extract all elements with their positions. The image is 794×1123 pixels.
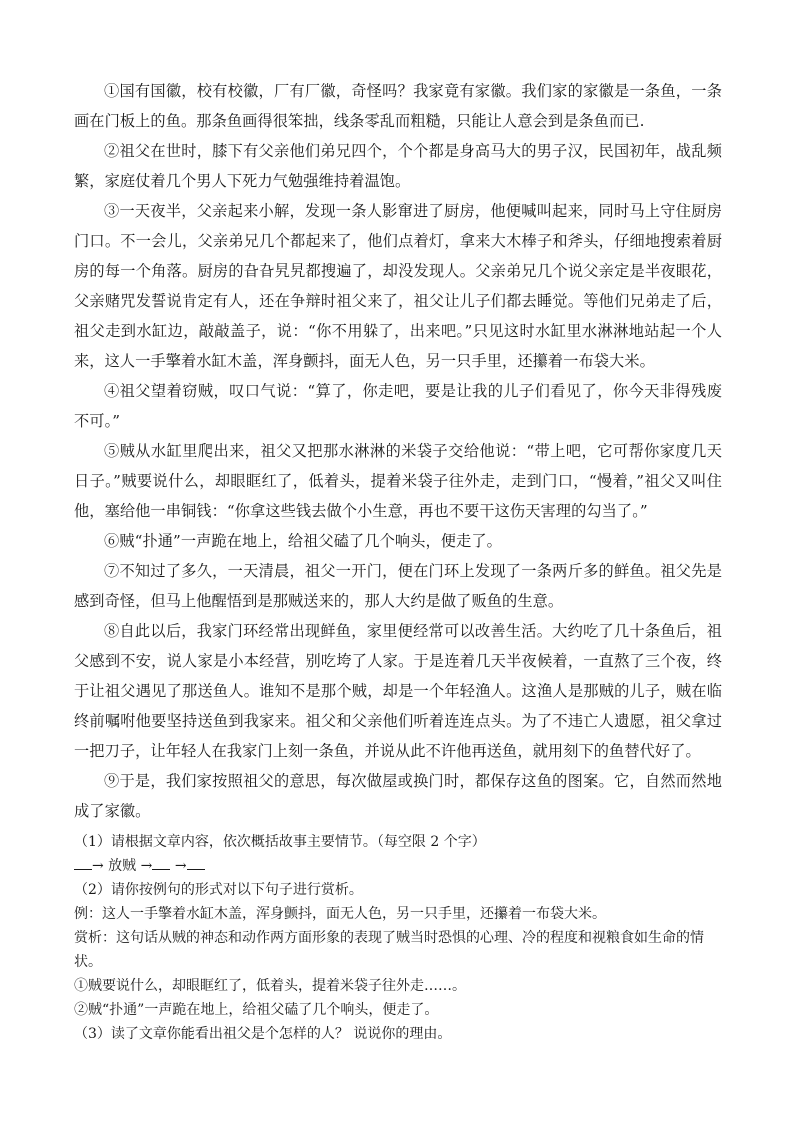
question-2-item-2: ②贼“扑通”一声跪在地上，给祖父磕了几个响头，便走了。 — [74, 1002, 439, 1018]
question-1-prompt: （1）请根据文章内容，依次概括故事主要情节。（每空限 2 个字） — [74, 834, 486, 850]
passage-paragraph-5: ⑤贼从水缸里爬出来，祖父又把那水淋淋的米袋子交给他说：“带上吧，它可帮你家度几天日子。”贼要说什么，却眼眶红了，低着头，提着米袋子往外走，走到门口，“慢着，”祖父又叫住他，塞给他一串铜钱：“你拿这些钱去做个小生意，再也不要干这伤天害理的勾当了。” — [74, 442, 722, 520]
question-2-example: 例：这人一手擎着水缸木盖，浑身颤抖，面无人色，另一只手里，还攥着一布袋大米。 — [74, 906, 606, 922]
answer-blank-2[interactable] — [152, 855, 170, 870]
passage-paragraph-7: ⑦不知过了多久，一天清晨，祖父一开门，便在门环上发现了一条两斤多的鲜鱼。祖父先是感到奇怪，但马上他醒悟到是那贼送来的，那人大约是做了贩鱼的生意。 — [74, 562, 722, 610]
question-1-plot-chain — [74, 854, 722, 878]
plot-arrow-1: → 放贼 → — [92, 858, 153, 874]
question-2-prompt: （2）请你按例句的形式对以下句子进行赏析。 — [74, 882, 363, 898]
plot-arrow-2: → — [174, 858, 187, 874]
passage-paragraph-6: ⑥贼“扑通”一声跪在地上，给祖父磕了几个响头，便走了。 — [104, 532, 502, 550]
passage-paragraph-3: ③一天夜半，父亲起来小解，发现一条人影窜进了厨房，他便喊叫起来，同时马上守住厨房门口。不一会儿，父亲弟兄几个都起来了，他们点着灯，拿来大木棒子和斧头，仔细地搜索着厨房的每一个角落。厨房的旮旮旯旯都搜遍了，却没发现人。父亲弟兄几个说父亲定是半夜眼花，父亲赌咒发誓说肯定有人，还在争辩时祖父来了，祖父让儿子们都去睡觉。等他们兄弟走了后，祖父走到水缸边，敲敲盖子，说：“你不用躲了，出来吧。”只见这时水缸里水淋淋地站起一个人来，这人一手擎着水缸木盖，浑身颤抖，面无人色，另一只手里，还攥着一布袋大米。 — [74, 202, 722, 370]
question-2-item-1: ①贼要说什么，却眼眶红了，低着头，提着米袋子往外走……。 — [74, 978, 466, 994]
answer-blank-3[interactable] — [187, 855, 205, 870]
passage-paragraph-2: ②祖父在世时，膝下有父亲他们弟兄四个，个个都是身高马大的男子汉，民国初年，战乱频繁，家庭仗着几个男人下死力气勉强维持着温饱。 — [74, 142, 722, 190]
passage-paragraph-4: ④祖父望着窃贼，叹口气说：“算了，你走吧，要是让我的儿子们看见了，你今天非得残废不可。” — [74, 382, 722, 430]
passage-paragraph-1: ①国有国徽，校有校徽，厂有厂徽，奇怪吗？我家竟有家徽。我们家的家徽是一条鱼，一条画在门板上的鱼。那条鱼画得很笨拙，线条零乱而粗糙，只能让人意会到是条鱼而已. — [74, 82, 722, 130]
passage-paragraph-9: ⑨于是，我们家按照祖父的意思，每次做屋或换门时，都保存这鱼的图案。它，自然而然地成了家徽。 — [74, 772, 722, 820]
document-page — [74, 76, 722, 1046]
passage-paragraph-8: ⑧自此以后，我家门环经常出现鲜鱼，家里便经常可以改善生活。大约吃了几十条鱼后，祖父感到不安，说人家是小本经营，别吃垮了人家。于是连着几天半夜候着，一直熬了三个夜，终于让祖父遇见了那送鱼人。谁知不是那个贼，却是一个年轻渔人。这渔人是那贼的儿子，贼在临终前嘱咐他要坚持送鱼到我家来。祖父和父亲他们听着连连点头。为了不违亡人遗愿，祖父拿过一把刀子，让年轻人在我家门上刻一条鱼，并说从此不许他再送鱼，就用刻下的鱼替代好了。 — [74, 622, 722, 760]
question-3-prompt: （3）读了文章你能看出祖父是个怎样的人？ 说说你的理由。 — [74, 1026, 452, 1042]
question-2-analysis: 赏析：这句话从贼的神态和动作两方面形象的表现了贼当时恐惧的心理、冷的程度和视粮食如生命的情状。 — [74, 930, 704, 970]
answer-blank-1[interactable] — [74, 855, 92, 870]
